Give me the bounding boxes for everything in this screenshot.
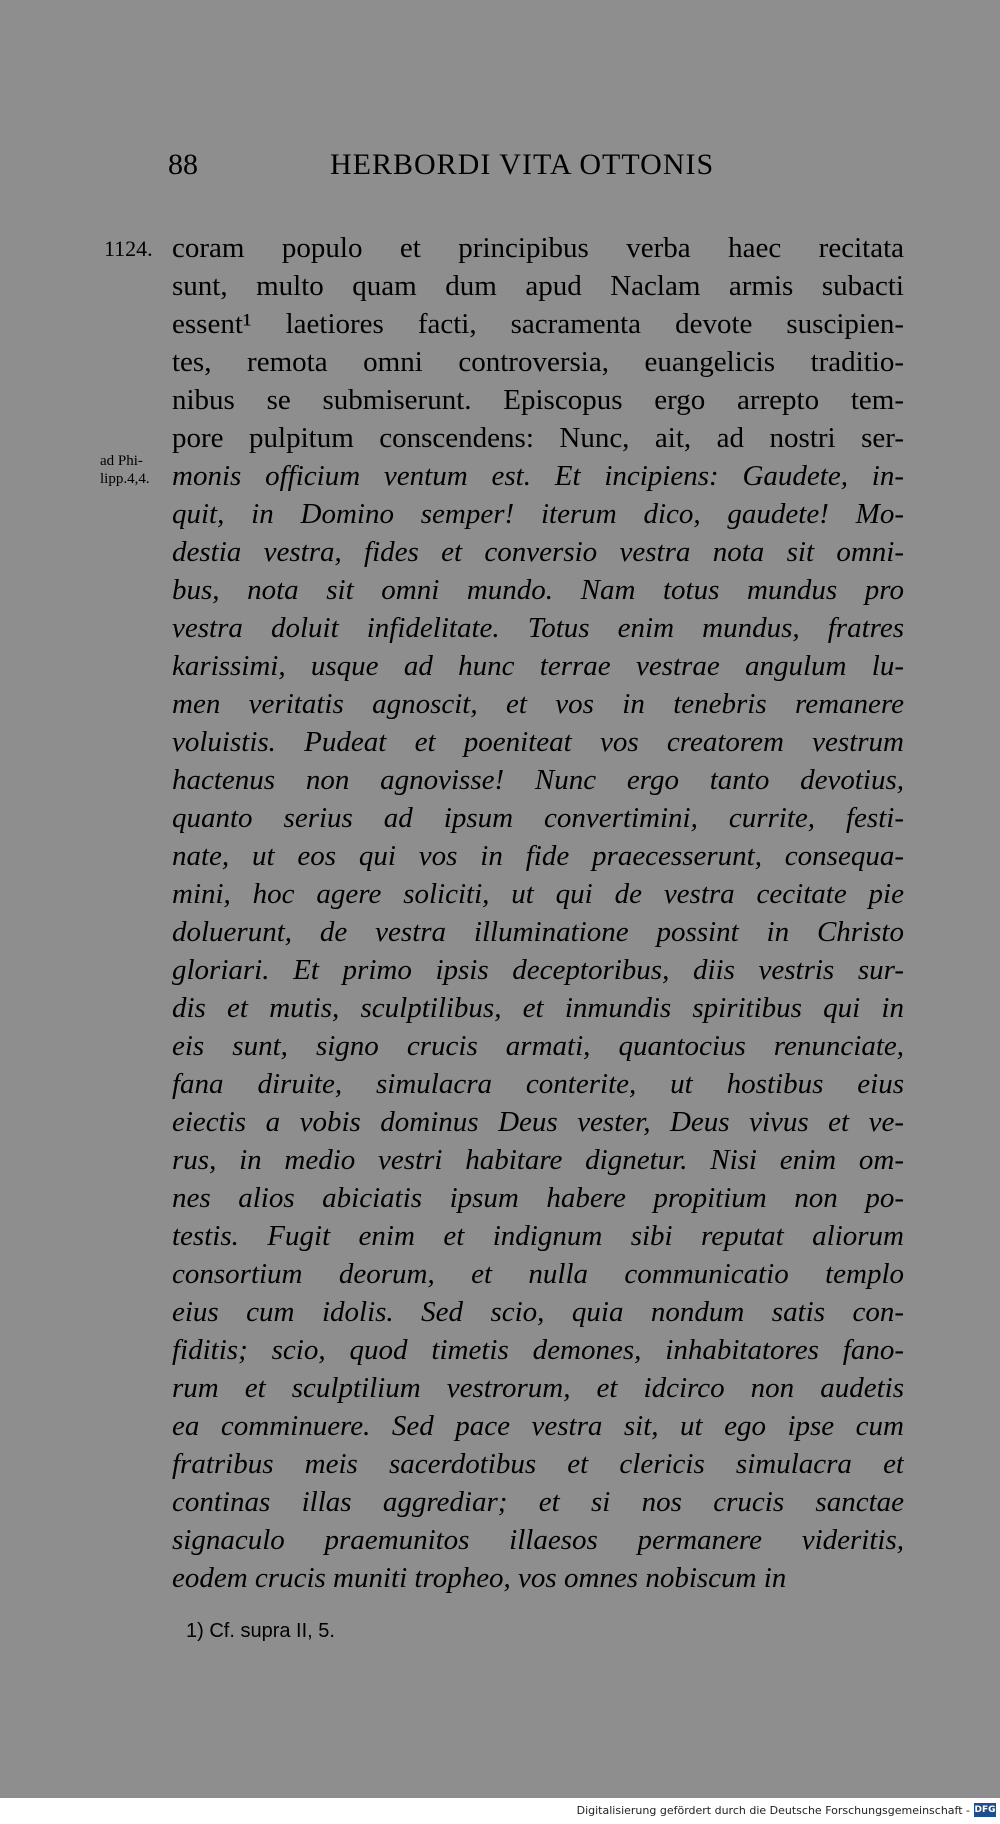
text-line: nibus se submiserunt. Episcopus ergo arrepto tem- [172,384,904,416]
margin-reference-line: lipp.4,4. [100,471,150,487]
text-line: pore pulpitum conscendens: Nunc, ait, ad nostri ser- [172,422,904,454]
text-line: fiditis; scio, quod timetis demones, inhabitatores fano- [172,1334,904,1366]
text-line: dis et mutis, sculptilibus, et inmundis spiritibus qui in [172,992,904,1024]
text-line: coram populo et principibus verba haec recitata [172,232,904,264]
footnote: 1) Cf. supra II, 5. [186,1620,335,1642]
text-line: voluistis. Pudeat et poeniteat vos creatorem vestrum [172,726,904,758]
text-line: eius cum idolis. Sed scio, quia nondum satis con- [172,1296,904,1328]
text-line: tes, remota omni controversia, euangelicis traditio- [172,346,904,378]
text-line: continas illas aggrediar; et si nos crucis sanctae [172,1486,904,1518]
text-line: nate, ut eos qui vos in fide praecesserunt, consequa- [172,840,904,872]
text-line: karissimi, usque ad hunc terrae vestrae angulum lu- [172,650,904,682]
running-head [0,148,1000,192]
text-line: sunt, multo quam dum apud Naclam armis subacti [172,270,904,302]
text-line: vestra doluit infidelitate. Totus enim mundus, fratres [172,612,904,644]
text-line: testis. Fugit enim et indignum sibi reputat aliorum [172,1220,904,1252]
text-line: hactenus non agnovisse! Nunc ergo tanto devotius, [172,764,904,796]
text-line: rum et sculptilium vestrorum, et idcirco non audetis [172,1372,904,1404]
margin-year-note: 1124. [104,236,153,261]
text-line: essent¹ laetiores facti, sacramenta devote suscipien- [172,308,904,340]
text-line: fana diruite, simulacra conterite, ut hostibus eius [172,1068,904,1100]
text-line: eodem crucis muniti tropheo, vos omnes nobiscum in [172,1562,787,1594]
page-number: 88 [168,148,198,181]
running-title: HERBORDI VITA OTTONIS [330,148,715,181]
text-line: ea comminuere. Sed pace vestra sit, ut ego ipse cum [172,1410,904,1442]
text-line: nes alios abiciatis ipsum habere propitium non po- [172,1182,904,1214]
digitization-credit: Digitalisierung gefördert durch die Deutsche Forschungsgemeinschaft - [576,1804,970,1817]
text-line: mini, hoc agere soliciti, ut qui de vestra cecitate pie [172,878,904,910]
text-line: quit, in Domino semper! iterum dico, gaudete! Mo- [172,498,904,530]
digitization-credit-bar [0,1798,1000,1824]
text-line: monis officium ventum est. Et incipiens: Gaudete, in- [172,460,904,492]
text-line: eis sunt, signo crucis armati, quantocius renunciate, [172,1030,904,1062]
text-line: signaculo praemunitos illaesos permanere videritis, [172,1524,904,1556]
text-line: quanto serius ad ipsum convertimini, currite, festi- [172,802,904,834]
text-line: consortium deorum, et nulla communicatio templo [172,1258,904,1290]
text-line: bus, nota sit omni mundo. Nam totus mundus pro [172,574,904,606]
body-text [172,229,904,1597]
text-line: fratribus meis sacerdotibus et clericis simulacra et [172,1448,904,1480]
text-line: gloriari. Et primo ipsis deceptoribus, diis vestris sur- [172,954,904,986]
text-line: destia vestra, fides et conversio vestra nota sit omni- [172,536,904,568]
dfg-logo-icon: DFG [974,1805,996,1815]
text-line: men veritatis agnoscit, et vos in tenebris remanere [172,688,904,720]
text-line: eiectis a vobis dominus Deus vester, Deus vivus et ve- [172,1106,904,1138]
text-line: doluerunt, de vestra illuminatione possint in Christo [172,916,904,948]
margin-reference-line: ad Phi- [100,453,143,469]
margin-scripture-reference [100,452,172,488]
text-line: rus, in medio vestri habitare dignetur. Nisi enim om- [172,1144,904,1176]
